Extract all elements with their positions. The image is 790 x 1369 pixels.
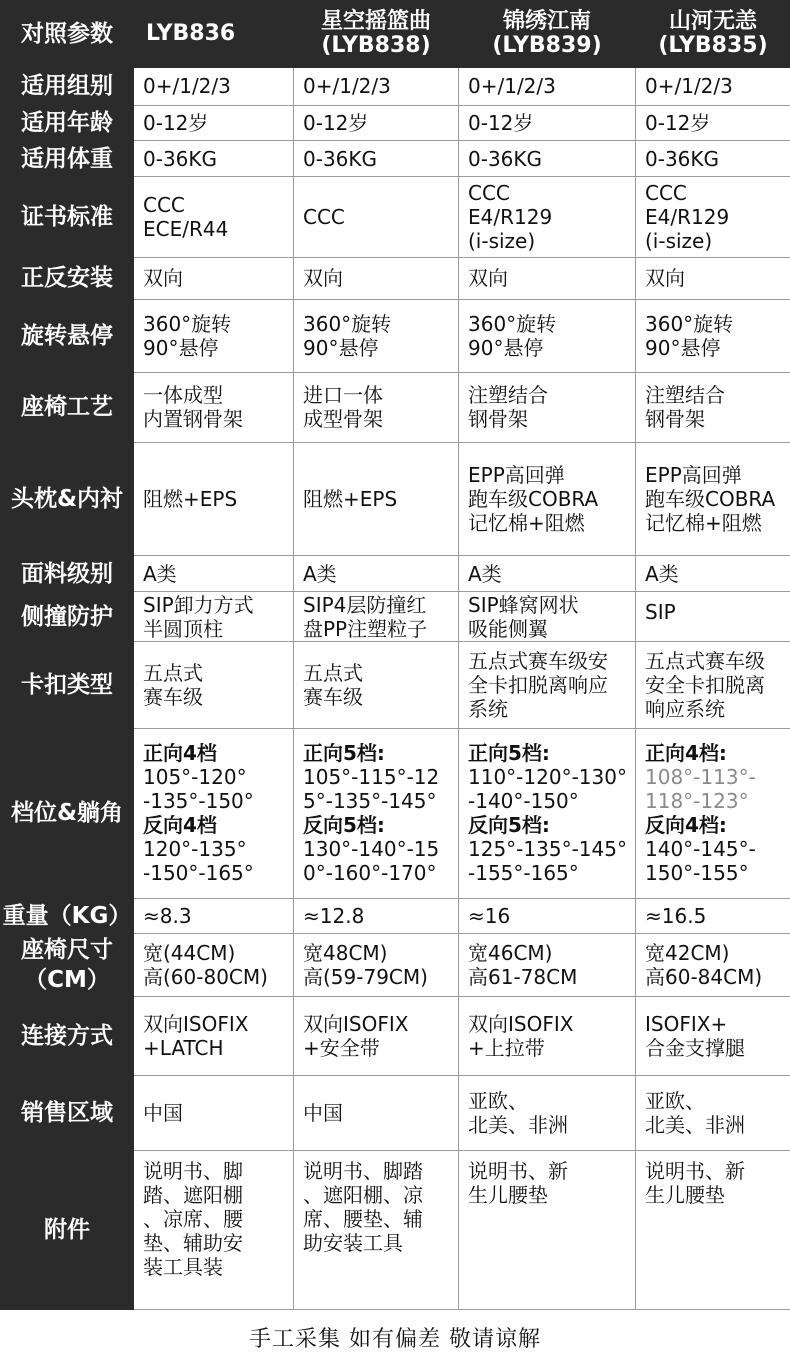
row-weight xyxy=(1,141,790,176)
cell-gear-recline-lyb836 xyxy=(134,729,294,899)
cell-fabric-grade-lyb835: A类 xyxy=(636,556,790,591)
cell-weight-kg-lyb838: ≈12.8 xyxy=(294,898,459,933)
reverse-gears-label: 反向5档: xyxy=(468,813,550,838)
model-header-lyb839: 锦绣江南 (LYB839) xyxy=(459,1,636,68)
row-label-install-direction: 正反安装 xyxy=(1,257,134,299)
cell-connection-lyb839: 双向ISOFIX +上拉带 xyxy=(459,996,636,1075)
cell-rotation-lyb835: 360°旋转 90°悬停 xyxy=(636,299,790,372)
cell-accessories-lyb838: 说明书、脚踏 、遮阳棚、凉 席、腰垫、辅 助安装工具 xyxy=(294,1151,459,1310)
cell-certification-lyb838: CCC xyxy=(294,176,459,257)
cell-sales-region-lyb836: 中国 xyxy=(134,1075,294,1151)
cell-sales-region-lyb835: 亚欧、 北美、非洲 xyxy=(636,1075,790,1151)
row-label-headrest-lining: 头枕&内衬 xyxy=(1,443,134,556)
cell-group-lyb835: 0+/1/2/3 xyxy=(636,67,790,105)
footer-note: 手工采集 如有偏差 敬请谅解 xyxy=(249,1327,541,1352)
cell-group-lyb838: 0+/1/2/3 xyxy=(294,67,459,105)
cell-install-direction-lyb836: 双向 xyxy=(134,257,294,299)
comparison-table-body xyxy=(1,1,790,1310)
cell-gear-recline-lyb838 xyxy=(294,729,459,899)
row-weight-kg xyxy=(1,898,790,933)
cell-accessories-lyb836: 说明书、脚 踏、遮阳棚 、凉席、腰 垫、辅助安 装工具装 xyxy=(134,1151,294,1310)
cell-side-impact-lyb835: SIP xyxy=(636,591,790,642)
row-label-gear-recline: 档位&躺角 xyxy=(1,729,134,899)
cell-install-direction-lyb835: 双向 xyxy=(636,257,790,299)
cell-group-lyb839: 0+/1/2/3 xyxy=(459,67,636,105)
cell-install-direction-lyb838: 双向 xyxy=(294,257,459,299)
cell-side-impact-lyb836: SIP卸力方式 半圆顶柱 xyxy=(134,591,294,642)
model-header-lyb836: LYB836 xyxy=(134,1,294,68)
cell-rotation-lyb838: 360°旋转 90°悬停 xyxy=(294,299,459,372)
cell-weight-lyb836: 0-36KG xyxy=(134,141,294,176)
cell-seat-craft-lyb835: 注塑结合 钢骨架 xyxy=(636,372,790,443)
cell-certification-lyb839: CCC E4/R129 (i-size) xyxy=(459,176,636,257)
forward-gears-label: 正向5档: xyxy=(468,741,550,766)
row-side-impact xyxy=(1,591,790,642)
cell-buckle-type-lyb835: 五点式赛车级 安全卡扣脱离 响应系统 xyxy=(636,642,790,729)
row-group xyxy=(1,67,790,105)
row-install-direction xyxy=(1,257,790,299)
cell-buckle-type-lyb836: 五点式 赛车级 xyxy=(134,642,294,729)
reverse-gears-label: 反向5档: xyxy=(303,813,385,838)
row-rotation xyxy=(1,299,790,372)
cell-fabric-grade-lyb839: A类 xyxy=(459,556,636,591)
cell-age-lyb836: 0-12岁 xyxy=(134,106,294,141)
header-row xyxy=(1,1,790,68)
model-header-lyb835: 山河无恙 (LYB835) xyxy=(636,1,790,68)
cell-seat-size-lyb835: 宽42CM) 高60-84CM) xyxy=(636,934,790,997)
cell-weight-kg-lyb835: ≈16.5 xyxy=(636,898,790,933)
forward-angles: 108°-113°- 118°-123° xyxy=(645,765,756,814)
row-label-seat-size: 座椅尺寸 （CM） xyxy=(1,934,134,997)
row-label-weight-kg: 重量（KG） xyxy=(1,898,134,933)
cell-seat-craft-lyb838: 进口一体 成型骨架 xyxy=(294,372,459,443)
row-label-fabric-grade: 面料级别 xyxy=(1,556,134,591)
cell-accessories-lyb835: 说明书、新 生儿腰垫 xyxy=(636,1151,790,1310)
cell-rotation-lyb836: 360°旋转 90°悬停 xyxy=(134,299,294,372)
row-label-accessories: 附件 xyxy=(1,1151,134,1310)
cell-seat-size-lyb836: 宽(44CM) 高(60-80CM) xyxy=(134,934,294,997)
cell-gear-recline-lyb835 xyxy=(636,729,790,899)
row-label-seat-craft: 座椅工艺 xyxy=(1,372,134,443)
cell-connection-lyb838: 双向ISOFIX +安全带 xyxy=(294,996,459,1075)
row-label-weight: 适用体重 xyxy=(1,141,134,176)
cell-age-lyb838: 0-12岁 xyxy=(294,106,459,141)
cell-fabric-grade-lyb836: A类 xyxy=(134,556,294,591)
cell-buckle-type-lyb838: 五点式 赛车级 xyxy=(294,642,459,729)
reverse-angles: 130°-140°-15 0°-160°-170° xyxy=(303,837,440,886)
cell-weight-kg-lyb839: ≈16 xyxy=(459,898,636,933)
cell-seat-craft-lyb836: 一体成型 内置钢骨架 xyxy=(134,372,294,443)
cell-seat-size-lyb839: 宽46CM) 高61-78CM xyxy=(459,934,636,997)
row-sales-region xyxy=(1,1075,790,1151)
cell-sales-region-lyb839: 亚欧、 北美、非洲 xyxy=(459,1075,636,1151)
row-label-certification: 证书标准 xyxy=(1,176,134,257)
row-seat-size xyxy=(1,934,790,997)
row-label-connection: 连接方式 xyxy=(1,996,134,1075)
reverse-gears-label: 反向4档: xyxy=(645,813,727,838)
forward-angles: 105°-115°-12 5°-135°-145° xyxy=(303,765,440,814)
cell-weight-lyb835: 0-36KG xyxy=(636,141,790,176)
cell-sales-region-lyb838: 中国 xyxy=(294,1075,459,1151)
reverse-angles: 120°-135° -150°-165° xyxy=(143,837,254,886)
cell-age-lyb835: 0-12岁 xyxy=(636,106,790,141)
row-gear-recline xyxy=(1,729,790,899)
row-age xyxy=(1,106,790,141)
reverse-gears-label: 反向4档 xyxy=(143,813,217,838)
cell-headrest-lining-lyb836: 阻燃+EPS xyxy=(134,443,294,556)
cell-rotation-lyb839: 360°旋转 90°悬停 xyxy=(459,299,636,372)
row-label-sales-region: 销售区域 xyxy=(1,1075,134,1151)
row-label-buckle-type: 卡扣类型 xyxy=(1,642,134,729)
forward-gears-label: 正向4档 xyxy=(143,741,217,766)
forward-gears-label: 正向5档: xyxy=(303,741,385,766)
model-header-lyb838: 星空摇篮曲 (LYB838) xyxy=(294,1,459,68)
reverse-angles: 140°-145°- 150°-155° xyxy=(645,837,756,886)
cell-side-impact-lyb838: SIP4层防撞红 盘PP注塑粒子 xyxy=(294,591,459,642)
cell-headrest-lining-lyb838: 阻燃+EPS xyxy=(294,443,459,556)
cell-accessories-lyb839: 说明书、新 生儿腰垫 xyxy=(459,1151,636,1310)
cell-side-impact-lyb839: SIP蜂窝网状 吸能侧翼 xyxy=(459,591,636,642)
cell-age-lyb839: 0-12岁 xyxy=(459,106,636,141)
cell-connection-lyb835: ISOFIX+ 合金支撑腿 xyxy=(636,996,790,1075)
cell-certification-lyb836: CCC ECE/R44 xyxy=(134,176,294,257)
cell-weight-kg-lyb836: ≈8.3 xyxy=(134,898,294,933)
cell-gear-recline-lyb839 xyxy=(459,729,636,899)
row-label-side-impact: 侧撞防护 xyxy=(1,591,134,642)
forward-gears-label: 正向4档: xyxy=(645,741,727,766)
corner-label: 对照参数 xyxy=(1,1,134,68)
row-seat-craft xyxy=(1,372,790,443)
cell-headrest-lining-lyb835: EPP高回弹 跑车级COBRA 记忆棉+阻燃 xyxy=(636,443,790,556)
cell-seat-size-lyb838: 宽48CM) 高(59-79CM) xyxy=(294,934,459,997)
row-label-group: 适用组别 xyxy=(1,67,134,105)
cell-certification-lyb835: CCC E4/R129 (i-size) xyxy=(636,176,790,257)
row-accessories xyxy=(1,1151,790,1310)
forward-angles: 105°-120° -135°-150° xyxy=(143,765,254,814)
reverse-angles: 125°-135°-145° -155°-165° xyxy=(468,837,627,886)
row-connection xyxy=(1,996,790,1075)
row-label-rotation: 旋转悬停 xyxy=(1,299,134,372)
row-buckle-type xyxy=(1,642,790,729)
cell-fabric-grade-lyb838: A类 xyxy=(294,556,459,591)
forward-angles: 110°-120°-130° -140°-150° xyxy=(468,765,627,814)
cell-connection-lyb836: 双向ISOFIX +LATCH xyxy=(134,996,294,1075)
cell-group-lyb836: 0+/1/2/3 xyxy=(134,67,294,105)
cell-weight-lyb838: 0-36KG xyxy=(294,141,459,176)
cell-headrest-lining-lyb839: EPP高回弹 跑车级COBRA 记忆棉+阻燃 xyxy=(459,443,636,556)
row-headrest-lining xyxy=(1,443,790,556)
row-label-age: 适用年龄 xyxy=(1,106,134,141)
row-fabric-grade xyxy=(1,556,790,591)
row-certification xyxy=(1,176,790,257)
cell-seat-craft-lyb839: 注塑结合 钢骨架 xyxy=(459,372,636,443)
cell-buckle-type-lyb839: 五点式赛车级安 全卡扣脱离响应 系统 xyxy=(459,642,636,729)
cell-weight-lyb839: 0-36KG xyxy=(459,141,636,176)
cell-install-direction-lyb839: 双向 xyxy=(459,257,636,299)
